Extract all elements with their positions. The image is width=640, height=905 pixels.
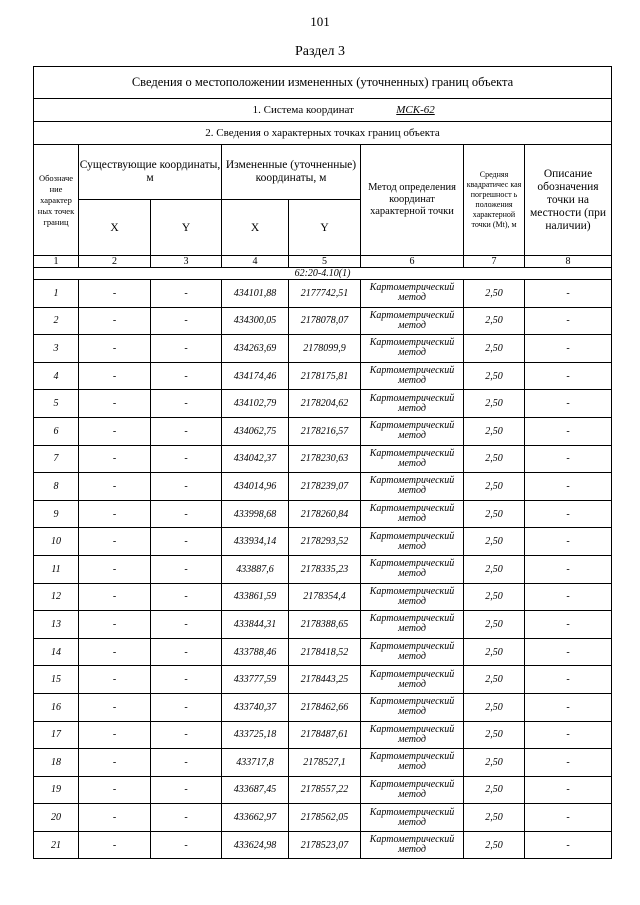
existing-x-cell: - xyxy=(79,583,151,611)
existing-x-cell: - xyxy=(79,555,151,583)
changed-x-cell: 433998,68 xyxy=(222,500,289,528)
table-row xyxy=(34,473,612,501)
description-cell: - xyxy=(525,445,612,473)
changed-x-cell: 433844,31 xyxy=(222,611,289,639)
table-row xyxy=(34,417,612,445)
description-cell: - xyxy=(525,528,612,556)
page-number: 101 xyxy=(310,14,330,29)
header-method: Метод определения координат характерной точки xyxy=(361,145,464,256)
point-number-cell: 15 xyxy=(34,666,79,694)
method-cell: Картометрический метод xyxy=(361,693,464,721)
accuracy-cell: 2,50 xyxy=(464,721,525,749)
accuracy-cell: 2,50 xyxy=(464,583,525,611)
existing-x-cell: - xyxy=(79,721,151,749)
description-cell: - xyxy=(525,280,612,308)
changed-y-cell: 2178204,62 xyxy=(289,390,361,418)
point-number-cell: 16 xyxy=(34,693,79,721)
method-cell: Картометрический метод xyxy=(361,555,464,583)
column-number: 2 xyxy=(79,256,151,268)
table-row xyxy=(34,500,612,528)
existing-y-cell: - xyxy=(151,583,222,611)
accuracy-cell: 2,50 xyxy=(464,611,525,639)
changed-x-cell: 434014,96 xyxy=(222,473,289,501)
table-row xyxy=(34,390,612,418)
column-number: 7 xyxy=(464,256,525,268)
accuracy-cell: 2,50 xyxy=(464,362,525,390)
existing-y-cell: - xyxy=(151,445,222,473)
existing-y-cell: - xyxy=(151,638,222,666)
existing-x-cell: - xyxy=(79,362,151,390)
accuracy-cell: 2,50 xyxy=(464,831,525,859)
method-cell: Картометрический метод xyxy=(361,500,464,528)
existing-y-cell: - xyxy=(151,280,222,308)
existing-y-cell: - xyxy=(151,335,222,363)
existing-y-cell: - xyxy=(151,693,222,721)
point-number-cell: 9 xyxy=(34,500,79,528)
existing-y-cell: - xyxy=(151,500,222,528)
table-row xyxy=(34,693,612,721)
table-row xyxy=(34,280,612,308)
accuracy-cell: 2,50 xyxy=(464,445,525,473)
accuracy-cell: 2,50 xyxy=(464,693,525,721)
changed-y-cell: 2178523,07 xyxy=(289,831,361,859)
table-row xyxy=(34,307,612,335)
changed-x-cell: 433717,8 xyxy=(222,749,289,777)
existing-x-cell: - xyxy=(79,500,151,528)
accuracy-cell: 2,50 xyxy=(464,417,525,445)
existing-y-cell: - xyxy=(151,721,222,749)
existing-y-cell: - xyxy=(151,666,222,694)
accuracy-cell: 2,50 xyxy=(464,390,525,418)
method-cell: Картометрический метод xyxy=(361,831,464,859)
table-row xyxy=(34,445,612,473)
point-number-cell: 19 xyxy=(34,776,79,804)
changed-y-cell: 2178230,63 xyxy=(289,445,361,473)
accuracy-cell: 2,50 xyxy=(464,555,525,583)
changed-x-cell: 434101,88 xyxy=(222,280,289,308)
description-cell: - xyxy=(525,721,612,749)
existing-x-cell: - xyxy=(79,528,151,556)
header-description: Описание обозначения точки на местности (при наличии) xyxy=(525,145,612,256)
changed-y-cell: 2178462,66 xyxy=(289,693,361,721)
point-number-cell: 5 xyxy=(34,390,79,418)
method-cell: Картометрический метод xyxy=(361,445,464,473)
point-number-cell: 10 xyxy=(34,528,79,556)
existing-x-cell: - xyxy=(79,831,151,859)
description-cell: - xyxy=(525,583,612,611)
changed-y-cell: 2178293,52 xyxy=(289,528,361,556)
method-cell: Картометрический метод xyxy=(361,528,464,556)
changed-x-cell: 433624,98 xyxy=(222,831,289,859)
method-cell: Картометрический метод xyxy=(361,362,464,390)
column-number: 1 xyxy=(34,256,79,268)
description-cell: - xyxy=(525,749,612,777)
existing-y-cell: - xyxy=(151,473,222,501)
changed-x-cell: 433887,6 xyxy=(222,555,289,583)
accuracy-cell: 2,50 xyxy=(464,500,525,528)
description-cell: - xyxy=(525,500,612,528)
changed-y-cell: 2178099,9 xyxy=(289,335,361,363)
changed-x-cell: 433861,59 xyxy=(222,583,289,611)
subsection-title: 2. Сведения о характерных точках границ объекта xyxy=(34,122,612,145)
point-number-cell: 12 xyxy=(34,583,79,611)
method-cell: Картометрический метод xyxy=(361,611,464,639)
table-row xyxy=(34,776,612,804)
header-changed-coordinates: Измененные (уточненные) координаты, м xyxy=(222,145,361,200)
section-title: Раздел 3 xyxy=(294,44,346,59)
existing-x-cell: - xyxy=(79,666,151,694)
table-row xyxy=(34,749,612,777)
description-cell: - xyxy=(525,611,612,639)
column-number: 4 xyxy=(222,256,289,268)
table-row xyxy=(34,638,612,666)
changed-x-cell: 433687,45 xyxy=(222,776,289,804)
accuracy-cell: 2,50 xyxy=(464,335,525,363)
point-number-cell: 2 xyxy=(34,307,79,335)
changed-y-cell: 2178443,25 xyxy=(289,666,361,694)
table-row xyxy=(34,831,612,859)
table-row xyxy=(34,611,612,639)
method-cell: Картометрический метод xyxy=(361,280,464,308)
changed-x-cell: 434263,69 xyxy=(222,335,289,363)
changed-x-cell: 433662,97 xyxy=(222,804,289,832)
method-cell: Картометрический метод xyxy=(361,473,464,501)
existing-x-cell: - xyxy=(79,749,151,777)
description-cell: - xyxy=(525,804,612,832)
changed-x-cell: 433934,14 xyxy=(222,528,289,556)
point-number-cell: 14 xyxy=(34,638,79,666)
description-cell: - xyxy=(525,693,612,721)
existing-x-cell: - xyxy=(79,638,151,666)
table-row xyxy=(34,804,612,832)
description-cell: - xyxy=(525,362,612,390)
method-cell: Картометрический метод xyxy=(361,749,464,777)
column-number: 6 xyxy=(361,256,464,268)
description-cell: - xyxy=(525,555,612,583)
changed-x-cell: 434300,05 xyxy=(222,307,289,335)
method-cell: Картометрический метод xyxy=(361,804,464,832)
point-number-cell: 3 xyxy=(34,335,79,363)
method-cell: Картометрический метод xyxy=(361,307,464,335)
table-row xyxy=(34,362,612,390)
existing-y-cell: - xyxy=(151,362,222,390)
table-row xyxy=(34,721,612,749)
description-cell: - xyxy=(525,638,612,666)
header-existing-y: Y xyxy=(151,200,222,256)
accuracy-cell: 2,50 xyxy=(464,528,525,556)
existing-y-cell: - xyxy=(151,307,222,335)
method-cell: Картометрический метод xyxy=(361,666,464,694)
description-cell: - xyxy=(525,335,612,363)
changed-y-cell: 2178216,57 xyxy=(289,417,361,445)
description-cell: - xyxy=(525,473,612,501)
existing-x-cell: - xyxy=(79,335,151,363)
existing-y-cell: - xyxy=(151,611,222,639)
existing-x-cell: - xyxy=(79,307,151,335)
table-row xyxy=(34,555,612,583)
description-cell: - xyxy=(525,831,612,859)
changed-y-cell: 2178562,05 xyxy=(289,804,361,832)
header-existing-x: X xyxy=(79,200,151,256)
table-title: Сведения о местоположении измененных (уточненных) границ объекта xyxy=(34,67,612,99)
changed-x-cell: 434102,79 xyxy=(222,390,289,418)
existing-y-cell: - xyxy=(151,831,222,859)
accuracy-cell: 2,50 xyxy=(464,666,525,694)
accuracy-cell: 2,50 xyxy=(464,638,525,666)
changed-x-cell: 434062,75 xyxy=(222,417,289,445)
changed-x-cell: 434174,46 xyxy=(222,362,289,390)
changed-y-cell: 2178078,07 xyxy=(289,307,361,335)
existing-y-cell: - xyxy=(151,776,222,804)
changed-y-cell: 2178487,61 xyxy=(289,721,361,749)
point-number-cell: 4 xyxy=(34,362,79,390)
header-existing-coordinates: Существующие координаты, м xyxy=(79,145,222,200)
existing-x-cell: - xyxy=(79,804,151,832)
accuracy-cell: 2,50 xyxy=(464,776,525,804)
changed-y-cell: 2178388,65 xyxy=(289,611,361,639)
existing-y-cell: - xyxy=(151,749,222,777)
existing-x-cell: - xyxy=(79,390,151,418)
point-number-cell: 13 xyxy=(34,611,79,639)
changed-x-cell: 433740,37 xyxy=(222,693,289,721)
table-row xyxy=(34,666,612,694)
method-cell: Картометрический метод xyxy=(361,721,464,749)
method-cell: Картометрический метод xyxy=(361,390,464,418)
existing-y-cell: - xyxy=(151,555,222,583)
coordinate-system-label: 1. Система координат xyxy=(252,104,354,116)
point-number-cell: 20 xyxy=(34,804,79,832)
existing-x-cell: - xyxy=(79,693,151,721)
coordinate-system-value: МСК-62 xyxy=(396,104,435,116)
point-number-cell: 7 xyxy=(34,445,79,473)
description-cell: - xyxy=(525,417,612,445)
point-number-cell: 1 xyxy=(34,280,79,308)
changed-y-cell: 2178260,84 xyxy=(289,500,361,528)
accuracy-cell: 2,50 xyxy=(464,307,525,335)
accuracy-cell: 2,50 xyxy=(464,804,525,832)
accuracy-cell: 2,50 xyxy=(464,473,525,501)
existing-y-cell: - xyxy=(151,804,222,832)
description-cell: - xyxy=(525,666,612,694)
existing-x-cell: - xyxy=(79,776,151,804)
changed-y-cell: 2178335,23 xyxy=(289,555,361,583)
existing-x-cell: - xyxy=(79,445,151,473)
method-cell: Картометрический метод xyxy=(361,583,464,611)
header-point-designation: Обозначе ние характер ных точек границ xyxy=(34,145,79,256)
existing-y-cell: - xyxy=(151,528,222,556)
table-row xyxy=(34,583,612,611)
header-changed-x: X xyxy=(222,200,289,256)
method-cell: Картометрический метод xyxy=(361,335,464,363)
table-row xyxy=(34,528,612,556)
point-number-cell: 21 xyxy=(34,831,79,859)
existing-x-cell: - xyxy=(79,417,151,445)
method-cell: Картометрический метод xyxy=(361,776,464,804)
point-number-cell: 8 xyxy=(34,473,79,501)
accuracy-cell: 2,50 xyxy=(464,280,525,308)
existing-x-cell: - xyxy=(79,473,151,501)
point-number-cell: 18 xyxy=(34,749,79,777)
column-number: 5 xyxy=(289,256,361,268)
coordinate-system-row xyxy=(34,99,612,122)
changed-y-cell: 2178418,52 xyxy=(289,638,361,666)
existing-x-cell: - xyxy=(79,611,151,639)
method-cell: Картометрический метод xyxy=(361,638,464,666)
point-number-cell: 17 xyxy=(34,721,79,749)
header-changed-y: Y xyxy=(289,200,361,256)
changed-y-cell: 2178175,81 xyxy=(289,362,361,390)
existing-x-cell: - xyxy=(79,280,151,308)
boundary-points-table xyxy=(33,66,612,859)
accuracy-cell: 2,50 xyxy=(464,749,525,777)
point-number-cell: 11 xyxy=(34,555,79,583)
parcel-group-label: 62:20-4.10(1) xyxy=(34,268,612,280)
changed-x-cell: 434042,37 xyxy=(222,445,289,473)
header-accuracy: Средняя квадратичес кая погрешност ь положения характерной точки (Мt), м xyxy=(464,145,525,256)
changed-y-cell: 2178527,1 xyxy=(289,749,361,777)
existing-y-cell: - xyxy=(151,417,222,445)
changed-x-cell: 433788,46 xyxy=(222,638,289,666)
description-cell: - xyxy=(525,307,612,335)
existing-y-cell: - xyxy=(151,390,222,418)
description-cell: - xyxy=(525,776,612,804)
changed-y-cell: 2177742,51 xyxy=(289,280,361,308)
changed-y-cell: 2178557,22 xyxy=(289,776,361,804)
column-number: 8 xyxy=(525,256,612,268)
description-cell: - xyxy=(525,390,612,418)
changed-y-cell: 2178354,4 xyxy=(289,583,361,611)
changed-x-cell: 433725,18 xyxy=(222,721,289,749)
changed-x-cell: 433777,59 xyxy=(222,666,289,694)
point-number-cell: 6 xyxy=(34,417,79,445)
method-cell: Картометрический метод xyxy=(361,417,464,445)
changed-y-cell: 2178239,07 xyxy=(289,473,361,501)
column-number: 3 xyxy=(151,256,222,268)
table-row xyxy=(34,335,612,363)
